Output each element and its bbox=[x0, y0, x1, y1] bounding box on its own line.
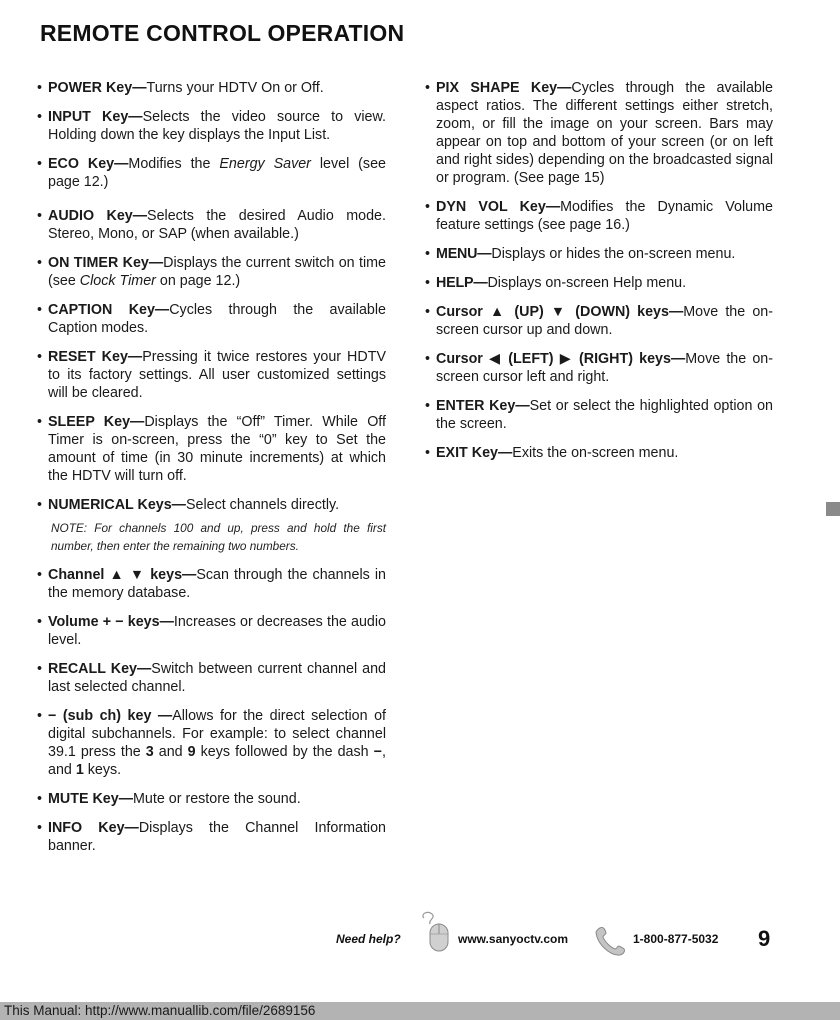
page-number: 9 bbox=[758, 926, 771, 951]
caption-key-item: • CAPTION Key—Cycles through the available Caption modes. bbox=[36, 301, 386, 337]
side-tab-marker bbox=[826, 502, 840, 516]
exit-key-item: • EXIT Key—Exits the on-screen menu. bbox=[424, 444, 773, 462]
help-key-item: • HELP—Displays on-screen Help menu. bbox=[424, 274, 773, 292]
left-column bbox=[36, 79, 386, 866]
page-title: REMOTE CONTROL OPERATION bbox=[40, 20, 405, 46]
numerical-keys-item: • NUMERICAL Keys—Select channels directly. bbox=[36, 496, 386, 514]
mute-key-item: • MUTE Key—Mute or restore the sound. bbox=[36, 790, 386, 808]
channel-keys-item: • Channel ▲ ▼ keys—Scan through the channels in the memory database. bbox=[36, 566, 386, 602]
menu-key-item: • MENU—Displays or hides the on-screen menu. bbox=[424, 245, 773, 263]
sub-ch-key-item: • − (sub ch) key —Allows for the direct selection of digital subchannels. For example: to select channel 39.1 press the 3 and 9 keys followed by the dash −, and 1 keys. bbox=[36, 707, 386, 779]
dyn-vol-key-item: • DYN VOL Key—Modifies the Dynamic Volume feature settings (see page 16.) bbox=[424, 198, 773, 234]
input-key-item: • INPUT Key—Selects the video source to view. Holding down the key displays the Input List. bbox=[36, 108, 386, 144]
need-help-text: Need help? bbox=[336, 932, 401, 946]
numerical-note: NOTE: For channels 100 and up, press and hold the first number, then enter the remaining two numbers. bbox=[51, 521, 386, 553]
website-link[interactable]: www.sanyoctv.com bbox=[458, 932, 569, 946]
source-url-bar bbox=[0, 1002, 840, 1020]
recall-key-item: • RECALL Key—Switch between current channel and last selected channel. bbox=[36, 660, 386, 696]
on-timer-key-item: • ON TIMER Key—Displays the current switch on time (see Clock Timer on page 12.) bbox=[36, 254, 386, 290]
enter-key-item: • ENTER Key—Set or select the highlighted option on the screen. bbox=[424, 397, 773, 433]
cursor-left-right-item: • Cursor ◀ (LEFT) ▶ (RIGHT) keys—Move the on-screen cursor left and right. bbox=[424, 350, 773, 386]
reset-key-item: • RESET Key—Pressing it twice restores your HDTV to its factory settings. All user customized settings will be cleared. bbox=[36, 348, 386, 402]
right-column bbox=[424, 79, 773, 473]
audio-key-item: • AUDIO Key—Selects the desired Audio mode. Stereo, Mono, or SAP (when available.) bbox=[36, 207, 386, 243]
sleep-key-item: • SLEEP Key—Displays the “Off” Timer. While Off Timer is on-screen, press the “0” key to Set the amount of time (in 30 minute increments) at which the HDTV will turn off. bbox=[36, 413, 386, 485]
phone-number: 1-800-877-5032 bbox=[633, 932, 719, 946]
pix-shape-key-item: • PIX SHAPE Key—Cycles through the available aspect ratios. The different settings either stretch, zoom, or fill the image on your screen. Bars may appear on top and bottom of your screen (or on left and right sides) depending on the broadcasted signal or program. (See page 15) bbox=[424, 79, 773, 187]
volume-keys-item: • Volume + − keys—Increases or decreases the audio level. bbox=[36, 613, 386, 649]
telephone-handset-icon bbox=[593, 924, 633, 956]
page-footer bbox=[0, 926, 840, 956]
plus-icon: + bbox=[102, 614, 112, 630]
eco-key-item: • ECO Key—Modifies the Energy Saver level (see page 12.) bbox=[36, 155, 386, 191]
source-url-text[interactable]: This Manual: http://www.manuallib.com/file/2689156 bbox=[4, 1003, 316, 1018]
minus-icon: − bbox=[115, 614, 124, 630]
dash-icon: − bbox=[48, 708, 57, 724]
power-key-item: • POWER Key—Turns your HDTV On or Off. bbox=[36, 79, 386, 97]
info-key-item: • INFO Key—Displays the Channel Information banner. bbox=[36, 819, 386, 855]
cursor-up-down-item: • Cursor ▲ (UP) ▼ (DOWN) keys—Move the on-screen cursor up and down. bbox=[424, 303, 773, 339]
computer-mouse-icon bbox=[416, 910, 452, 954]
